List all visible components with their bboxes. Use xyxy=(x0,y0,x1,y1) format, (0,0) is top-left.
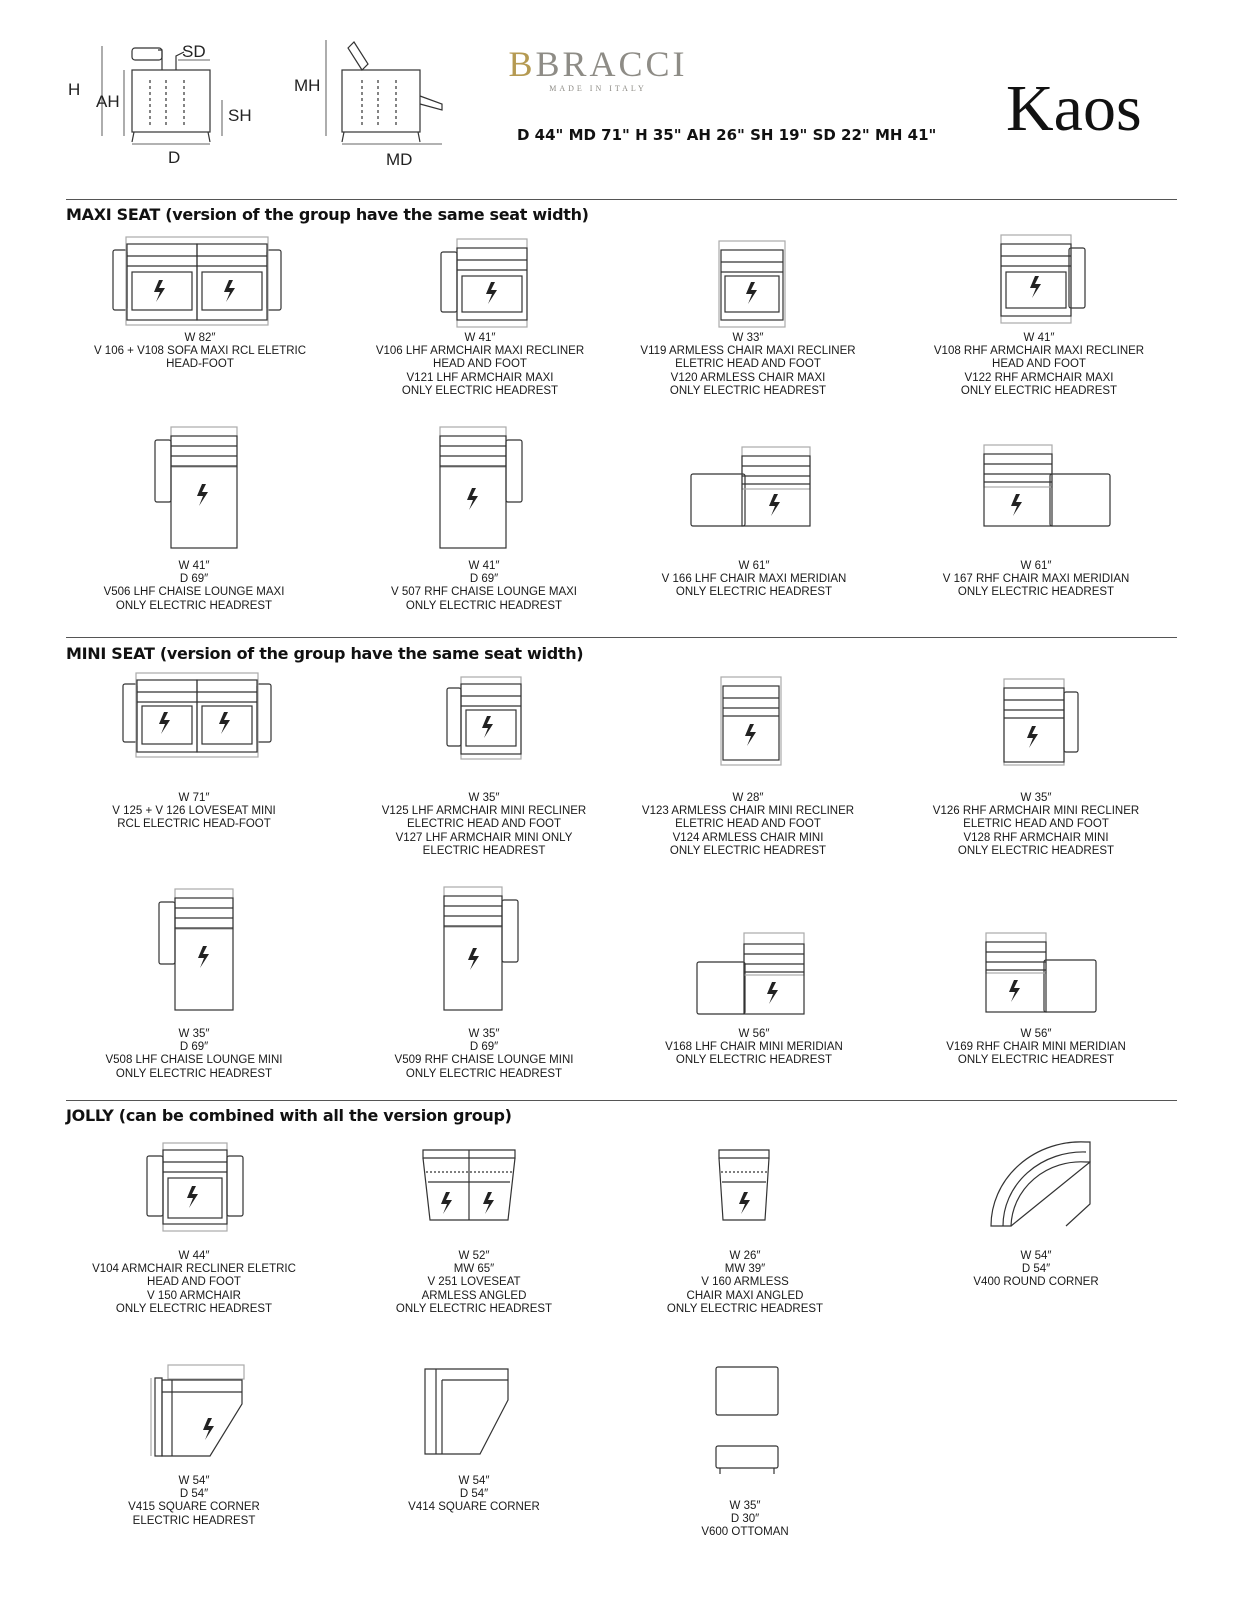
product-caption xyxy=(334,560,634,613)
product-description-line: ONLY ELECTRIC HEADREST xyxy=(401,384,559,397)
product-width: W 35″ xyxy=(729,1500,761,1512)
product-caption xyxy=(886,792,1186,858)
product-description-line: V 150 ARMCHAIR xyxy=(147,1289,241,1302)
product-caption xyxy=(44,1475,344,1528)
product-width: W 26″ xyxy=(729,1250,761,1262)
product-description-line: HEAD AND FOOT xyxy=(433,358,527,371)
product-width: W 35″ xyxy=(178,1028,210,1040)
product-width: W 54″ xyxy=(1020,1250,1052,1262)
label-ah: AH xyxy=(96,92,120,111)
product-description-line: V506 LHF CHAISE LOUNGE MAXI xyxy=(103,586,285,599)
v508-chaise-drawing xyxy=(158,888,238,1012)
product-width: W 44″ xyxy=(178,1250,210,1262)
v106-armchair-drawing xyxy=(440,238,530,330)
product-description-line: ONLY ELECTRIC HEADREST xyxy=(957,1054,1115,1067)
product-caption xyxy=(886,1028,1186,1068)
logo-mark: B xyxy=(508,44,536,84)
product-description-line: ONLY ELECTRIC HEADREST xyxy=(960,384,1118,397)
product-description-line: V 166 LHF CHAIR MAXI MERIDIAN xyxy=(661,573,847,586)
product-description-line: V128 RHF ARMCHAIR MINI xyxy=(963,831,1109,844)
product-caption xyxy=(598,332,898,398)
product-description-line: V108 RHF ARMCHAIR MAXI RECLINER xyxy=(933,345,1145,358)
product-width: W 41″ xyxy=(468,560,500,572)
v126-armchair-drawing xyxy=(1002,678,1082,768)
product-description-line: ONLY ELECTRIC HEADREST xyxy=(957,586,1115,599)
divider xyxy=(66,637,1177,638)
section-title-jolly: JOLLY (can be combined with all the version group) xyxy=(66,1106,512,1125)
product-description-line: ELECTRIC HEADREST xyxy=(132,1514,256,1527)
product-width: W 41″ xyxy=(1023,332,1055,344)
product-description-line: ONLY ELECTRIC HEADREST xyxy=(675,586,833,599)
product-description-line: D 54″ xyxy=(179,1488,209,1501)
product-caption xyxy=(595,1500,895,1540)
product-description-line: V104 ARMCHAIR RECLINER ELETRIC xyxy=(92,1263,296,1276)
product-description-line: ELECTRIC HEADREST xyxy=(422,844,546,857)
v507-chaise-drawing xyxy=(437,426,527,550)
product-description-line: ONLY ELECTRIC HEADREST xyxy=(395,1302,553,1315)
product-description-line: V 106 + V108 SOFA MAXI RCL ELETRIC xyxy=(93,345,307,358)
product-description-line: ONLY ELECTRIC HEADREST xyxy=(957,844,1115,857)
product-caption xyxy=(324,1475,624,1515)
product-description-line: V600 OTTOMAN xyxy=(701,1526,789,1539)
product-description-line: HEAD AND FOOT xyxy=(992,358,1086,371)
product-width: W 41″ xyxy=(178,560,210,572)
product-description-line: ONLY ELECTRIC HEADREST xyxy=(115,599,273,612)
product-width: W 35″ xyxy=(468,792,500,804)
brand-logo xyxy=(498,46,698,93)
product-description-line: V106 LHF ARMCHAIR MAXI RECLINER xyxy=(375,345,585,358)
product-description-line: ONLY ELECTRIC HEADREST xyxy=(669,384,827,397)
v123-armless-drawing xyxy=(720,676,784,768)
product-width: W 28″ xyxy=(732,792,764,804)
product-width: W 54″ xyxy=(458,1475,490,1487)
product-description-line: ONLY ELECTRIC HEADREST xyxy=(115,1302,273,1315)
product-description-line: V124 ARMLESS CHAIR MINI xyxy=(672,831,824,844)
v119-armless-drawing xyxy=(718,240,788,330)
label-md: MD xyxy=(386,150,413,169)
divider xyxy=(66,1100,1177,1101)
product-description-line: CHAIR MAXI ANGLED xyxy=(686,1289,804,1302)
product-description-line: ELETRIC HEAD AND FOOT xyxy=(675,358,821,371)
v125-v126-loveseat-drawing xyxy=(122,672,272,760)
product-width: W 56″ xyxy=(738,1028,770,1040)
product-description-line: D 54″ xyxy=(459,1488,489,1501)
product-width: W 71″ xyxy=(178,792,210,804)
product-description-line: D 69″ xyxy=(179,573,209,586)
product-description-line: V169 RHF CHAIR MINI MERIDIAN xyxy=(946,1041,1126,1054)
v400-round-corner-drawing xyxy=(990,1140,1094,1228)
product-caption xyxy=(604,560,904,600)
product-width: W 33″ xyxy=(732,332,764,344)
logo-tagline: MADE IN ITALY xyxy=(549,84,647,93)
label-mh: MH xyxy=(294,76,321,95)
product-description-line: HEAD AND FOOT xyxy=(147,1276,241,1289)
logo-name: BRACCI xyxy=(535,44,688,84)
product-description-line: D 69″ xyxy=(469,573,499,586)
product-caption xyxy=(886,560,1186,600)
product-caption xyxy=(44,792,344,832)
product-description-line: V 167 RHF CHAIR MAXI MERIDIAN xyxy=(942,573,1130,586)
v108-armchair-drawing xyxy=(998,234,1088,326)
product-description-line: ELETRIC HEAD AND FOOT xyxy=(963,818,1109,831)
v167-meridian-drawing xyxy=(982,444,1112,528)
product-description-line: MW 65″ xyxy=(453,1263,495,1276)
product-caption xyxy=(324,1250,624,1316)
product-width: W 54″ xyxy=(178,1475,210,1487)
product-description-line: D 69″ xyxy=(179,1041,209,1054)
product-description-line: ONLY ELECTRIC HEADREST xyxy=(405,1067,563,1080)
product-description-line: V125 LHF ARMCHAIR MINI RECLINER xyxy=(381,805,587,818)
product-description-line: V415 SQUARE CORNER xyxy=(128,1501,260,1514)
product-caption xyxy=(604,1028,904,1068)
product-caption xyxy=(598,792,898,858)
label-h: H xyxy=(68,80,81,99)
product-description-line: V414 SQUARE CORNER xyxy=(408,1501,540,1514)
product-description-line: V508 LHF CHAISE LOUNGE MINI xyxy=(105,1054,283,1067)
product-width: W 52″ xyxy=(458,1250,490,1262)
product-width: W 41″ xyxy=(464,332,496,344)
product-description-line: ONLY ELECTRIC HEADREST xyxy=(666,1302,824,1315)
product-caption xyxy=(330,332,630,398)
product-width: W 61″ xyxy=(1020,560,1052,572)
v414-square-corner-drawing xyxy=(424,1368,510,1456)
product-description-line: V123 ARMLESS CHAIR MINI RECLINER xyxy=(641,805,855,818)
product-description-line: V122 RHF ARMCHAIR MAXI xyxy=(964,371,1114,384)
product-description-line: V 160 ARMLESS xyxy=(701,1276,789,1289)
product-caption xyxy=(595,1250,895,1316)
product-description-line: D 69″ xyxy=(469,1041,499,1054)
v600-ottoman-drawing xyxy=(712,1366,784,1476)
product-description-line: ARMLESS ANGLED xyxy=(421,1289,527,1302)
v160-armless-drawing xyxy=(718,1148,770,1224)
product-width: W 82″ xyxy=(184,332,216,344)
label-sh: SH xyxy=(228,106,252,125)
product-caption xyxy=(44,1028,344,1081)
v106-v108-sofa-drawing xyxy=(112,236,282,328)
product-description-line: D 54″ xyxy=(1021,1263,1051,1276)
label-sd: SD xyxy=(182,42,206,61)
product-description-line: RCL ELECTRIC HEAD-FOOT xyxy=(117,818,271,831)
product-description-line: V120 ARMLESS CHAIR MAXI xyxy=(670,371,826,384)
product-description-line: V 125 + V 126 LOVESEAT MINI xyxy=(112,805,276,818)
product-description-line: V119 ARMLESS CHAIR MAXI RECLINER xyxy=(640,345,856,358)
product-description-line: V121 LHF ARMCHAIR MAXI xyxy=(406,371,554,384)
motion-view-drawing xyxy=(318,36,458,156)
product-description-line: HEAD-FOOT xyxy=(166,358,234,371)
overall-dimensions: D 44" MD 71" H 35" AH 26" SH 19" SD 22" MH 41" xyxy=(517,126,937,144)
product-caption xyxy=(44,560,344,613)
section-title-maxi: MAXI SEAT (version of the group have the same seat width) xyxy=(66,205,589,224)
v166-meridian-drawing xyxy=(690,446,820,528)
v125-armchair-drawing xyxy=(446,676,526,762)
product-width: W 35″ xyxy=(1020,792,1052,804)
product-description-line: ELETRIC HEAD AND FOOT xyxy=(675,818,821,831)
product-description-line: ELECTRIC HEAD AND FOOT xyxy=(407,818,561,831)
label-d: D xyxy=(168,148,181,167)
v104-armchair-drawing xyxy=(146,1142,246,1234)
v251-loveseat-drawing xyxy=(422,1148,516,1224)
product-description-line: ONLY ELECTRIC HEADREST xyxy=(405,599,563,612)
divider xyxy=(66,199,1177,200)
product-description-line: V400 ROUND CORNER xyxy=(973,1276,1099,1289)
product-description-line: V127 LHF ARMCHAIR MINI ONLY xyxy=(395,831,573,844)
product-caption xyxy=(50,332,350,372)
product-width: W 35″ xyxy=(468,1028,500,1040)
product-description-line: V168 LHF CHAIR MINI MERIDIAN xyxy=(665,1041,843,1054)
product-caption xyxy=(889,332,1189,398)
v506-chaise-drawing xyxy=(154,426,244,550)
product-description-line: MW 39″ xyxy=(724,1263,766,1276)
v168-meridian-drawing xyxy=(696,932,816,1016)
product-description-line: V126 RHF ARMCHAIR MINI RECLINER xyxy=(932,805,1140,818)
product-caption xyxy=(44,1250,344,1316)
v415-square-corner-drawing xyxy=(150,1364,246,1458)
product-caption xyxy=(334,792,634,858)
section-title-mini: MINI SEAT (version of the group have the same seat width) xyxy=(66,644,584,663)
v509-chaise-drawing xyxy=(442,886,522,1012)
product-description-line: D 30″ xyxy=(730,1513,760,1526)
product-caption xyxy=(886,1250,1186,1290)
v169-meridian-drawing xyxy=(984,932,1098,1014)
product-description-line: V 251 LOVESEAT xyxy=(427,1276,521,1289)
product-description-line: ONLY ELECTRIC HEADREST xyxy=(115,1067,273,1080)
product-description-line: ONLY ELECTRIC HEADREST xyxy=(675,1054,833,1067)
product-width: W 61″ xyxy=(738,560,770,572)
product-description-line: V509 RHF CHAISE LOUNGE MINI xyxy=(394,1054,574,1067)
product-caption xyxy=(334,1028,634,1081)
product-width: W 56″ xyxy=(1020,1028,1052,1040)
product-description-line: ONLY ELECTRIC HEADREST xyxy=(669,844,827,857)
collection-title: Kaos xyxy=(1006,72,1142,145)
product-description-line: V 507 RHF CHAISE LOUNGE MAXI xyxy=(391,586,577,599)
